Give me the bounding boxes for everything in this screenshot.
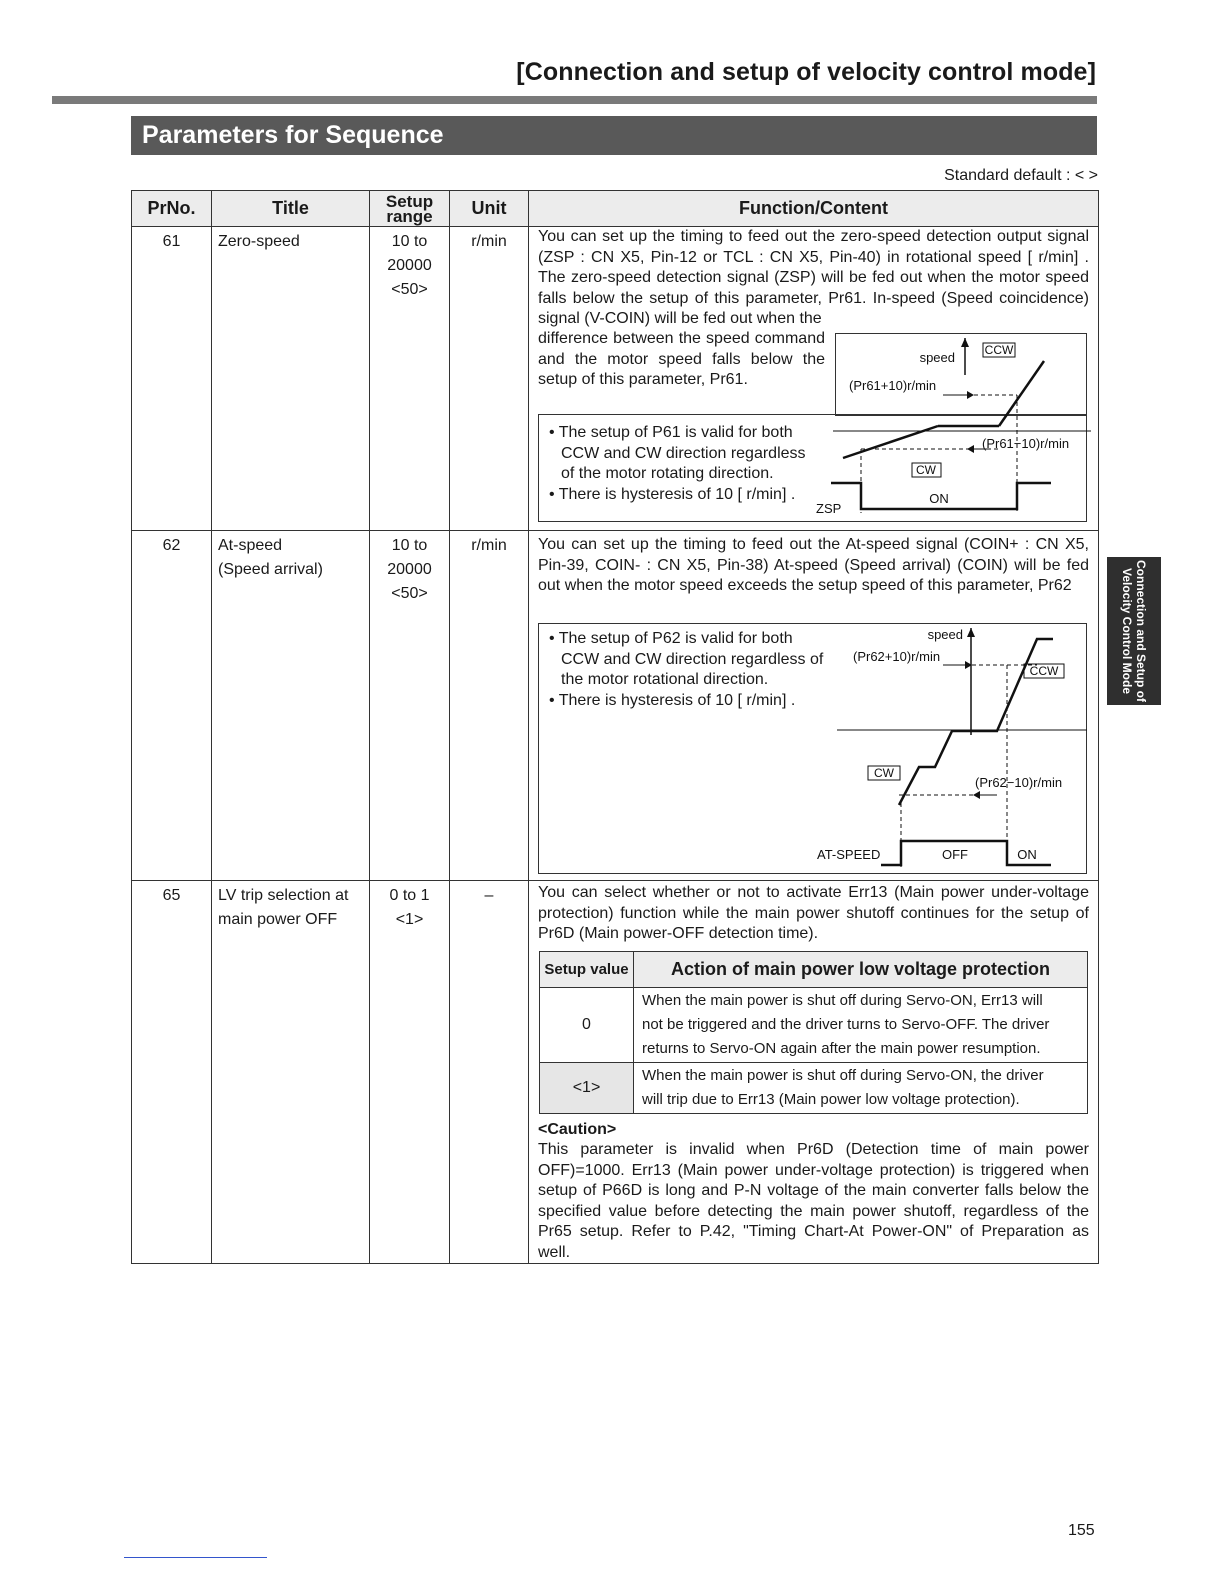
- note-item: • There is hysteresis of 10 [ r/min] .: [549, 485, 796, 503]
- action-row: [540, 1062, 1088, 1113]
- param-range: [370, 531, 450, 881]
- setup-range-header-text: Setup range: [385, 191, 434, 226]
- page-number: 155: [1068, 1522, 1095, 1539]
- at-speed-label: AT-SPEED: [817, 847, 881, 862]
- action-description: [634, 987, 1088, 1062]
- action-line: will trip due to Err13 (Main power low voltage protection).: [642, 1090, 1020, 1108]
- column-header-setup-range: [370, 191, 450, 227]
- zsp-on-label: ON: [929, 491, 949, 506]
- param-title-line: (Speed arrival): [218, 561, 323, 578]
- function-text: You can set up the timing to feed out the zero-speed detection output signal (ZSP : CN X5, Pin-12 or TCL : CN X5, Pin-40) in rotational speed [ r/min] . The zero-speed detection signal (ZSP) will be fed out when the motor speed falls below the setup of this parameter, Pr61. In-speed (Speed coincidence) signal (V-COIN) will be fed out when the: [538, 228, 1089, 327]
- param-title-line: LV trip selection at: [218, 887, 349, 904]
- param-title-line: main power OFF: [218, 911, 338, 928]
- range-default: <50>: [391, 585, 428, 602]
- table-row: [132, 881, 1099, 1264]
- table-row: [132, 227, 1099, 531]
- table-row: [132, 531, 1099, 881]
- speed-curve-accel: [999, 361, 1044, 426]
- section-title: Parameters for Sequence: [131, 116, 1097, 155]
- notes-list: [549, 629, 827, 711]
- param-number: 65: [132, 881, 212, 1264]
- zsp-label: ZSP: [816, 501, 842, 516]
- param-function: [529, 531, 1099, 881]
- param-function: [529, 881, 1099, 1264]
- upper-threshold-label: (Pr62+10)r/min: [853, 649, 941, 664]
- at-speed-off-label: OFF: [942, 847, 968, 862]
- lower-threshold-label: (Pr62−10)r/min: [975, 775, 1063, 790]
- range-default: <1>: [395, 911, 424, 928]
- function-text-continued: difference between the speed command and the motor speed falls below the setup of this parameter, Pr61.: [538, 330, 825, 388]
- cw-label: CW: [916, 463, 936, 477]
- param-function: [529, 227, 1099, 531]
- action-row: [540, 987, 1088, 1062]
- chapter-side-tab: [1107, 557, 1161, 705]
- action-line: returns to Servo-ON again after the main power resumption.: [642, 1039, 1041, 1057]
- standard-default-note: Standard default : < >: [944, 167, 1098, 184]
- caution-title: <Caution>: [538, 1120, 617, 1138]
- param-number: 62: [132, 531, 212, 881]
- lower-threshold-label: (Pr61−10)r/min: [982, 436, 1070, 451]
- param-unit: r/min: [450, 227, 529, 531]
- speed-axis-arrow: [961, 338, 969, 347]
- param-number: 61: [132, 227, 212, 531]
- action-line: not be triggered and the driver turns to Servo-OFF. The driver: [642, 1015, 1050, 1033]
- zero-speed-timing-diagram: [811, 333, 1091, 523]
- header-divider: [52, 96, 1097, 104]
- param-unit: –: [450, 881, 529, 1264]
- setup-value-header: Setup value: [540, 951, 634, 987]
- at-speed-on-label: ON: [1017, 847, 1037, 862]
- action-table: [539, 951, 1088, 1114]
- param-range: [370, 227, 450, 531]
- range-min: 10 to: [391, 537, 428, 554]
- setup-value: 0: [540, 987, 634, 1062]
- param-unit: r/min: [450, 531, 529, 881]
- column-header-prno: PrNo.: [132, 191, 212, 227]
- range-max: 20000: [387, 257, 432, 274]
- side-tab-label: [1120, 556, 1148, 706]
- range-default: <50>: [391, 281, 428, 298]
- notes-list: [549, 423, 821, 505]
- note-item: • There is hysteresis of 10 [ r/min] .: [549, 691, 796, 709]
- note-item: • The setup of P61 is valid for both CCW and CW direction regardless of the motor rotating direction.: [549, 424, 806, 482]
- range-min-max: 0 to 1: [389, 887, 430, 904]
- param-title: Zero-speed: [212, 227, 370, 531]
- parameters-table: [131, 190, 1099, 1264]
- lower-arrow-head: [973, 791, 980, 799]
- action-line: When the main power is shut off during Servo-ON, Err13 will: [642, 991, 1043, 1009]
- function-text: You can select whether or not to activate Err13 (Main power under-voltage protection) function while the main power shutoff continues for the setup of Pr6D (Main power-OFF detection time).: [538, 884, 1089, 942]
- chapter-title: [Connection and setup of velocity control mode]: [516, 58, 1096, 86]
- upper-threshold-label: (Pr61+10)r/min: [849, 378, 937, 393]
- action-line: When the main power is shut off during Servo-ON, the driver: [642, 1066, 1044, 1084]
- caution-block: [529, 1114, 1098, 1264]
- caution-text: This parameter is invalid when Pr6D (Detection time of main power OFF)=1000. Err13 (Main power under-voltage protection) is triggered when setup of P66D is long and P-N voltage of the main converter falls below the specified value before detecting the main power shutoff, regardless of the Pr65 setup. Refer to P.42, "Timing Chart-At Power-ON" of Preparation as well.: [538, 1141, 1089, 1261]
- table-header-row: [132, 191, 1099, 227]
- param-title: [212, 531, 370, 881]
- function-text: You can set up the timing to feed out the At-speed signal (COIN+ : CN X5, Pin-39, COIN- : CN X5, Pin-38) At-speed (Speed arrival) (COIN) will be fed out when the motor speed exceeds the setup speed of this parameter, Pr62: [538, 536, 1089, 594]
- column-header-function: Function/Content: [529, 191, 1099, 227]
- lower-arrow-head: [967, 445, 974, 453]
- ccw-label: CCW: [984, 343, 1014, 357]
- speed-label: speed: [927, 627, 963, 642]
- range-min: 10 to: [391, 233, 428, 250]
- speed-label: speed: [919, 350, 955, 365]
- param-range: [370, 881, 450, 1264]
- action-description: [634, 1062, 1088, 1113]
- footer-link-underline[interactable]: [124, 1557, 267, 1558]
- column-header-unit: Unit: [450, 191, 529, 227]
- setup-value: <1>: [540, 1062, 634, 1113]
- action-header: Action of main power low voltage protection: [634, 951, 1088, 987]
- ccw-label: CCW: [1029, 664, 1059, 678]
- param-title-line: At-speed: [218, 537, 283, 554]
- at-speed-timing-diagram: [811, 623, 1087, 873]
- action-table-header: [540, 951, 1088, 987]
- range-max: 20000: [387, 561, 432, 578]
- note-item: • The setup of P62 is valid for both CCW and CW direction regardless of the motor rotational direction.: [549, 630, 824, 688]
- cw-label: CW: [874, 766, 894, 780]
- speed-axis-arrow: [967, 628, 975, 637]
- param-title: [212, 881, 370, 1264]
- column-header-title: Title: [212, 191, 370, 227]
- side-tab-line: Connection and Setup of: [1134, 560, 1148, 702]
- side-tab-line: Velocity Control Mode: [1120, 567, 1134, 694]
